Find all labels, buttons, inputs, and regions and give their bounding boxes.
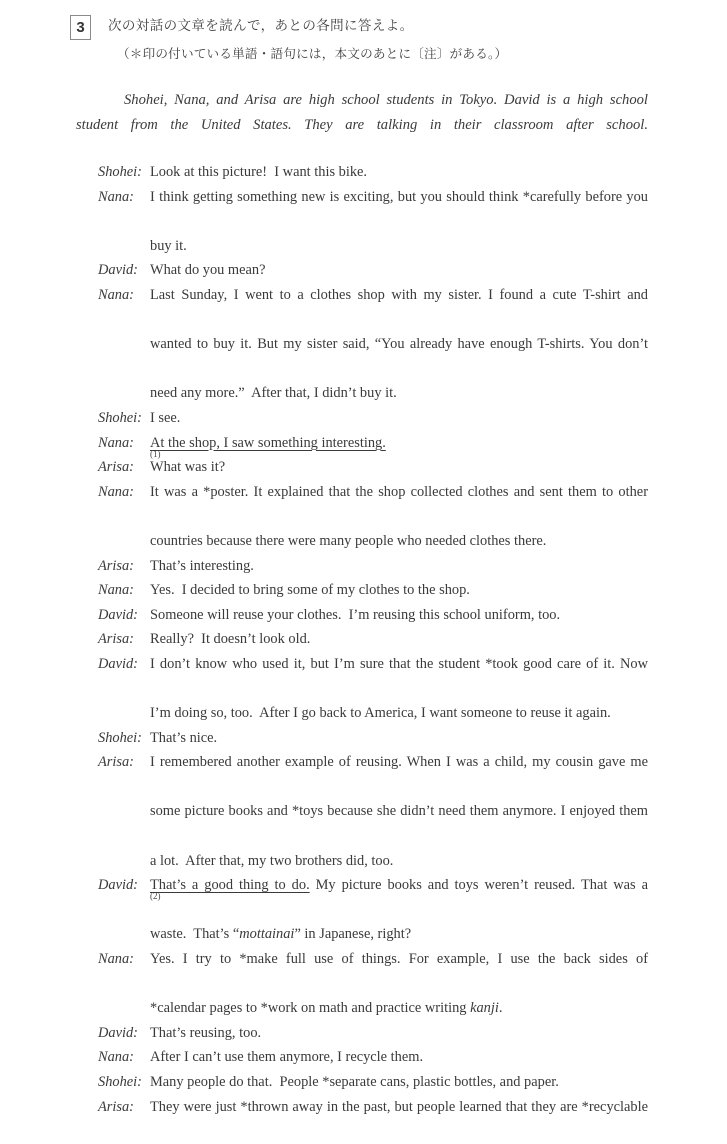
dialogue-turn bbox=[98, 480, 648, 554]
dialogue-lines bbox=[150, 1045, 648, 1070]
dialogue-turn bbox=[98, 603, 648, 628]
dialogue-lines bbox=[150, 1021, 648, 1046]
dialogue-turn bbox=[98, 873, 648, 947]
dialogue-line: buy it. bbox=[150, 237, 187, 254]
dialogue-lines bbox=[150, 258, 648, 283]
dialogue-turn bbox=[98, 1070, 648, 1095]
dialogue-line: some picture books and *toys because she didn’t need them anymore. I enjoyed them bbox=[150, 803, 648, 820]
speaker-label: David: bbox=[98, 877, 138, 894]
italic-term: kanji bbox=[470, 1000, 499, 1017]
line-text: *calendar pages to *work on math and practice writing bbox=[150, 1000, 471, 1017]
dialogue-lines bbox=[150, 455, 648, 480]
dialogue-turn bbox=[98, 406, 648, 431]
dialogue-line: I don’t know who used it, but I’m sure that the student *took good care of it. Now bbox=[150, 655, 648, 672]
underlined-phrase: That’s a good thing to do. bbox=[150, 877, 310, 894]
speaker-label: David: bbox=[98, 1024, 138, 1041]
dialogue-line: need any more.” After that, I didn’t buy it. bbox=[150, 385, 397, 402]
underlined-phrase: At the shop, I saw something interesting. bbox=[150, 434, 386, 451]
speaker-label: Arisa: bbox=[98, 754, 134, 771]
dialogue-lines bbox=[150, 578, 648, 603]
dialogue-lines bbox=[150, 1070, 648, 1095]
dialogue-turn bbox=[98, 947, 648, 1021]
dialogue-turn bbox=[98, 283, 648, 406]
dialogue-line: wanted to buy it. But my sister said, “You already have enough T-shirts. You don’t bbox=[150, 336, 648, 353]
underline-marker: (2) bbox=[150, 891, 161, 902]
dialogue-lines bbox=[150, 283, 648, 406]
italic-term: mottainai bbox=[239, 926, 295, 943]
dialogue-lines bbox=[150, 627, 648, 652]
dialogue-turn bbox=[98, 455, 648, 480]
dialogue-turn bbox=[98, 578, 648, 603]
question-number-box: 3 bbox=[70, 15, 91, 40]
speaker-label: Nana: bbox=[98, 286, 134, 303]
passage-intro: Shohei, Nana, and Arisa are high school students in Tokyo. David is a high school student from the United States. They are talking in their classroom after school. bbox=[76, 92, 648, 133]
dialogue-turn bbox=[98, 1045, 648, 1070]
dialogue-line: It was a *poster. It explained that the shop collected clothes and sent them to other bbox=[150, 483, 648, 500]
dialogue-lines bbox=[150, 160, 648, 185]
line-text: ” in Japanese, right? bbox=[294, 926, 412, 943]
speaker-label: Nana: bbox=[98, 1049, 134, 1066]
dialogue-line: Look at this picture! I want this bike. bbox=[150, 164, 368, 180]
speaker-label: Nana: bbox=[98, 483, 134, 500]
dialogue-line: a lot. After that, my two brothers did, too. bbox=[150, 852, 394, 869]
speaker-label: David: bbox=[98, 655, 138, 672]
dialogue-line: After I can’t use them anymore, I recycle them. bbox=[150, 1049, 424, 1066]
dialogue-line: Really? It doesn’t look old. bbox=[150, 631, 311, 648]
dialogue-line: Someone will reuse your clothes. I’m reusing this school uniform, too. bbox=[150, 606, 561, 623]
dialogue-line: That’s interesting. bbox=[150, 557, 254, 574]
speaker-label: Nana: bbox=[98, 188, 134, 205]
dialogue-turn bbox=[98, 627, 648, 652]
speaker-label: David: bbox=[98, 606, 138, 623]
dialogue-turn bbox=[98, 431, 648, 459]
dialogue-turn bbox=[98, 258, 648, 283]
dialogue-line bbox=[150, 431, 648, 456]
dialogue-turn bbox=[98, 652, 648, 726]
dialogue-line: Last Sunday, I went to a clothes shop with my sister. I found a cute T-shirt and bbox=[150, 286, 648, 303]
question-header bbox=[0, 14, 727, 66]
question-note-jp: （＊印の付いている単語・語句には，本文のあとに〔注〕がある。） bbox=[117, 46, 508, 61]
dialogue-line: I remembered another example of reusing. When I was a child, my cousin gave me bbox=[150, 754, 648, 771]
dialogue-line: I think getting something new is exciting, but you should think *carefully before you bbox=[150, 188, 648, 205]
dialogue-line: Yes. I try to *make full use of things. For example, I use the back sides of bbox=[150, 951, 648, 967]
underline-marker: (1) bbox=[150, 448, 161, 459]
dialogue-lines bbox=[150, 406, 648, 431]
speaker-label: Shohei: bbox=[98, 729, 142, 746]
dialogue-lines bbox=[150, 750, 648, 873]
line-text: . bbox=[498, 1000, 503, 1017]
dialogue-turn bbox=[98, 185, 648, 259]
dialogue-lines bbox=[150, 873, 648, 947]
speaker-label: Arisa: bbox=[98, 459, 134, 476]
speaker-label: David: bbox=[98, 262, 138, 279]
dialogue-lines bbox=[150, 652, 648, 726]
dialogue-lines bbox=[150, 947, 648, 1021]
dialogue-lines bbox=[150, 603, 648, 628]
line-text: waste. That’s “ bbox=[150, 926, 240, 943]
dialogue-line: Yes. I decided to bring some of my clothes to the shop. bbox=[150, 582, 470, 599]
speaker-label: Arisa: bbox=[98, 1098, 134, 1115]
speaker-label: Shohei: bbox=[98, 1073, 142, 1090]
speaker-label: Nana: bbox=[98, 582, 134, 599]
line-text: My picture books and toys weren’t reused. That was a bbox=[309, 877, 649, 894]
dialogue-line: I see. bbox=[150, 409, 181, 426]
question-header-row bbox=[0, 14, 727, 40]
dialogue-turn bbox=[98, 726, 648, 751]
dialogue-lines bbox=[150, 431, 648, 456]
dialogue-lines bbox=[150, 1095, 648, 1144]
dialogue-line: They were just *thrown away in the past, but people learned that they are *recyclable bbox=[150, 1098, 648, 1115]
dialogue-lines bbox=[150, 726, 648, 751]
dialogue-line: Many people do that. People *separate cans, plastic bottles, and paper. bbox=[150, 1073, 559, 1090]
dialogue-body bbox=[98, 160, 648, 1144]
dialogue-lines bbox=[150, 554, 648, 579]
dialogue-line: What was it? bbox=[150, 459, 226, 476]
dialogue-turn bbox=[98, 160, 648, 185]
dialogue-line: That’s reusing, too. bbox=[150, 1024, 262, 1041]
dialogue-turn bbox=[98, 1021, 648, 1046]
dialogue-lines bbox=[150, 480, 648, 554]
speaker-label: Nana: bbox=[98, 434, 134, 451]
speaker-label: Shohei: bbox=[98, 409, 142, 426]
dialogue-lines bbox=[150, 185, 648, 259]
dialogue-line: countries because there were many people who needed clothes there. bbox=[150, 532, 547, 549]
dialogue-turn bbox=[98, 554, 648, 579]
dialogue-turn bbox=[98, 1095, 648, 1144]
speaker-label: Arisa: bbox=[98, 557, 134, 574]
dialogue-line bbox=[150, 873, 648, 922]
question-instruction-jp: 次の対話の文章を読んで，あとの各問に答えよ。 bbox=[108, 18, 414, 34]
speaker-label: Nana: bbox=[98, 951, 134, 967]
speaker-label: Arisa: bbox=[98, 631, 134, 648]
dialogue-turn bbox=[98, 750, 648, 873]
dialogue-line bbox=[150, 996, 648, 1021]
dialogue-line: What do you mean? bbox=[150, 262, 266, 279]
dialogue-line: I’m doing so, too. After I go back to America, I want someone to reuse it again. bbox=[150, 705, 611, 722]
dialogue-line bbox=[150, 922, 648, 947]
speaker-label: Shohei: bbox=[98, 164, 142, 180]
dialogue-line: That’s nice. bbox=[150, 729, 218, 746]
